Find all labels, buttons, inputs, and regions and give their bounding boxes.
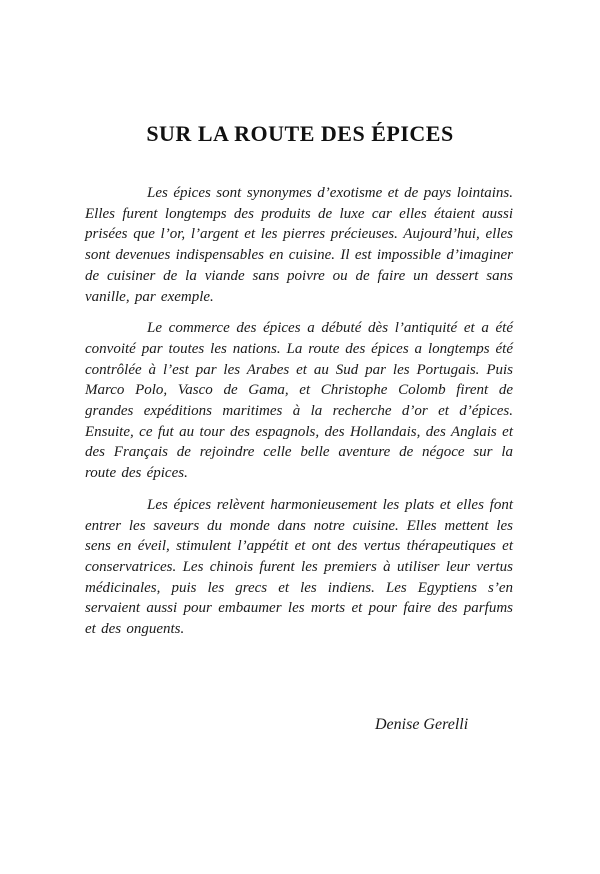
paragraph-virtues: Les épices relèvent harmonieusement les plats et elles font entrer les saveurs du monde dans notre cuisine. Elles mettent les sens en éveil, stimulent l’appétit et ont des vertus thérapeutiques et conservatrices. Les chinois furent les premiers à utiliser leur vertus médicinales, puis les grecs et les indiens. Les Egyptiens s’en servaient aussi pour embaumer les morts et pour faire des parfums et des onguents.: [85, 496, 513, 638]
page-title: SUR LA ROUTE DES ÉPICES: [146, 120, 454, 146]
author-signature: Denise Gerelli: [375, 716, 469, 733]
document-body: [85, 183, 513, 651]
paragraph-history: Le commerce des épices a débuté dès l’antiquité et a été convoité par toutes les nations. La route des épices a longtemps été contrôlée à l’est par les Arabes et au Sud par les Portugais. Puis Marco Polo, Vasco de Gama, et Christophe Colomb firent de grandes expéditions maritimes à la recherche d’or et d’épices. Ensuite, ce fut au tour des espagnols, des Hollandais, des Anglais et des Français de rejoindre celle belle aventure de négoce sur la route des épices.: [85, 320, 513, 482]
paragraph-intro: Les épices sont synonymes d’exotisme et de pays lointains. Elles furent longtemps des produits de luxe car elles étaient aussi prisées que l’or, l’argent et les pierres précieuses. Aujourd’hui, elles sont devenues indispensables en cuisine. Il est impossible d’imaginer de cuisiner de la viande sans poivre ou de faire un dessert sans vanille, par exemple.: [85, 185, 513, 305]
